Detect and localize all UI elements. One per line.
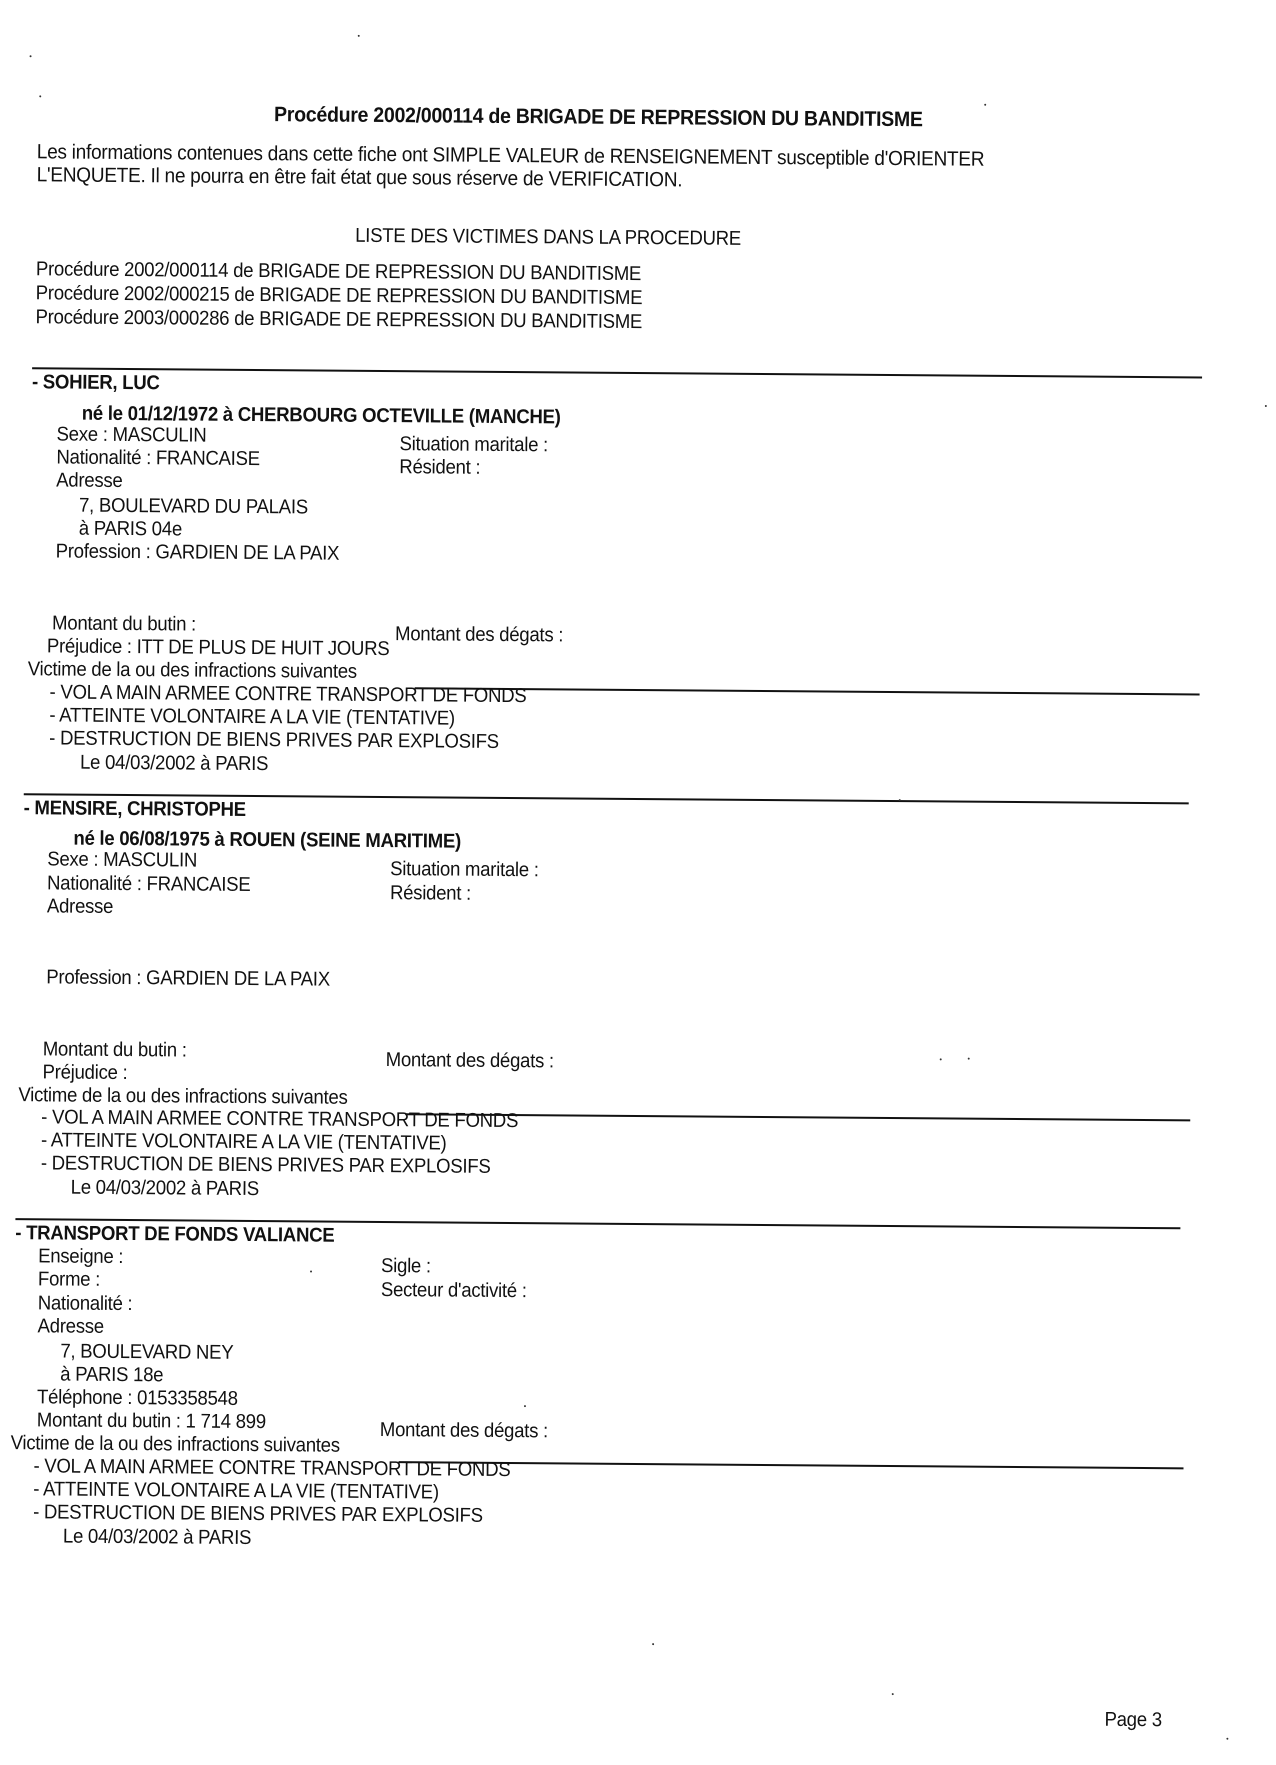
victim-nationalite: Nationalité : FRANCAISE	[56, 446, 260, 471]
scan-speck	[39, 95, 41, 97]
infraction-item: - ATTEINTE VOLONTAIRE A LA VIE (TENTATIVE)	[40, 1129, 447, 1155]
scan-speck	[984, 104, 986, 106]
infraction-item: - VOL A MAIN ARMEE CONTRE TRANSPORT DE FONDS	[33, 1455, 511, 1482]
victim-nationalite: Nationalité :	[37, 1292, 133, 1316]
procedure-line: Procédure 2003/000286 de BRIGADE DE REPRESSION DU BANDITISME	[35, 306, 643, 334]
victim-sexe: Sexe : MASCULIN	[56, 423, 207, 447]
infraction-date: Le 04/03/2002 à PARIS	[62, 1525, 252, 1550]
document-title: Procédure 2002/000114 de BRIGADE DE REPRESSION DU BANDITISME	[274, 103, 923, 132]
scan-speck	[524, 1405, 526, 1407]
victim-butin: Montant du butin : 1 714 899	[36, 1409, 266, 1434]
victim-birth: né le 01/12/1972 à CHERBOURG OCTEVILLE (MANCHE)	[81, 402, 561, 429]
victim-adresse-label: Adresse	[46, 895, 114, 918]
scan-speck	[899, 799, 901, 801]
infractions-underline	[405, 1113, 1190, 1121]
infraction-item: - ATTEINTE VOLONTAIRE A LA VIE (TENTATIVE)	[49, 704, 455, 730]
scan-speck	[358, 35, 360, 37]
infraction-item: - ATTEINTE VOLONTAIRE A LA VIE (TENTATIVE)	[33, 1478, 439, 1504]
victim-sigle: Sigle :	[380, 1255, 431, 1278]
victim-name: - SOHIER, LUC	[31, 371, 160, 395]
victim-situation: Situation maritale :	[399, 433, 549, 457]
procedure-line: Procédure 2002/000114 de BRIGADE DE REPRESSION DU BANDITISME	[35, 258, 642, 286]
victim-adresse-label: Adresse	[37, 1315, 104, 1338]
victim-profession: Profession : GARDIEN DE LA PAIX	[46, 966, 330, 991]
victim-degats: Montant des dégats :	[379, 1419, 549, 1443]
victim-prejudice: Préjudice :	[42, 1061, 128, 1085]
scan-speck	[310, 1270, 312, 1272]
scan-speck	[30, 55, 32, 57]
victim-adresse-line1: 7, BOULEVARD DU PALAIS	[78, 494, 308, 519]
infraction-item: - VOL A MAIN ARMEE CONTRE TRANSPORT DE FONDS	[41, 1106, 519, 1133]
victim-adresse-label: Adresse	[56, 469, 123, 492]
victim-infractions-label: Victime de la ou des infractions suivantes	[10, 1432, 340, 1457]
infraction-item: - DESTRUCTION DE BIENS PRIVES PAR EXPLOSIFS	[49, 727, 499, 753]
victim-enseigne: Enseigne :	[38, 1245, 124, 1269]
scan-speck	[892, 1693, 894, 1695]
disclaimer-line-2: L'ENQUETE. Il ne pourra en être fait état que sous réserve de VERIFICATION.	[36, 163, 683, 192]
infractions-underline	[415, 687, 1200, 695]
infraction-date: Le 04/03/2002 à PARIS	[70, 1176, 259, 1201]
victim-nationalite: Nationalité : FRANCAISE	[46, 872, 251, 896]
victim-butin: Montant du butin :	[42, 1038, 187, 1062]
scan-speck	[1226, 1738, 1228, 1740]
victim-resident: Résident :	[389, 882, 472, 905]
victim-degats: Montant des dégats :	[394, 623, 564, 647]
infractions-underline	[399, 1461, 1184, 1469]
scan-speck	[652, 1643, 654, 1645]
victim-name: - MENSIRE, CHRISTOPHE	[23, 797, 246, 821]
victim-adresse-line2: à PARIS 04e	[78, 517, 183, 541]
infraction-item: - DESTRUCTION DE BIENS PRIVES PAR EXPLOSIFS	[33, 1501, 483, 1527]
victim-adresse-line2: à PARIS 18e	[60, 1363, 164, 1387]
victim-butin: Montant du butin :	[52, 612, 197, 636]
victim-degats: Montant des dégats :	[385, 1049, 554, 1073]
victim-prejudice: Préjudice : ITT DE PLUS DE HUIT JOURS	[46, 635, 390, 661]
victim-secteur: Secteur d'activité :	[380, 1279, 527, 1303]
scan-speck	[1265, 405, 1267, 407]
infraction-item: - VOL A MAIN ARMEE CONTRE TRANSPORT DE FONDS	[49, 681, 527, 708]
victim-adresse-line1: 7, BOULEVARD NEY	[60, 1340, 234, 1364]
victim-situation: Situation maritale :	[390, 858, 539, 882]
scan-speck	[968, 1058, 970, 1060]
victim-profession: Profession : GARDIEN DE LA PAIX	[55, 540, 340, 565]
victim-birth: né le 06/08/1975 à ROUEN (SEINE MARITIME)	[73, 827, 462, 853]
scan-speck	[940, 1058, 942, 1060]
infraction-item: - DESTRUCTION DE BIENS PRIVES PAR EXPLOSIFS	[40, 1152, 491, 1178]
victim-sexe: Sexe : MASCULIN	[47, 848, 198, 872]
victim-forme: Forme :	[37, 1268, 101, 1291]
page-number: Page 3	[1104, 1708, 1162, 1732]
infraction-date: Le 04/03/2002 à PARIS	[79, 751, 269, 776]
victim-telephone: Téléphone : 0153358548	[36, 1386, 238, 1410]
victim-resident: Résident :	[399, 456, 481, 479]
victim-infractions-label: Victime de la ou des infractions suivantes	[18, 1084, 348, 1109]
list-title: LISTE DES VICTIMES DANS LA PROCEDURE	[355, 224, 742, 250]
victim-name: - TRANSPORT DE FONDS VALIANCE	[15, 1222, 335, 1247]
victim-infractions-label: Victime de la ou des infractions suivantes	[27, 658, 357, 683]
procedure-line: Procédure 2002/000215 de BRIGADE DE REPRESSION DU BANDITISME	[35, 282, 643, 310]
disclaimer-line-1: Les informations contenues dans cette fiche ont SIMPLE VALEUR de RENSEIGNEMENT susceptible d'ORIENTER	[36, 140, 985, 171]
section-divider	[32, 367, 1202, 378]
